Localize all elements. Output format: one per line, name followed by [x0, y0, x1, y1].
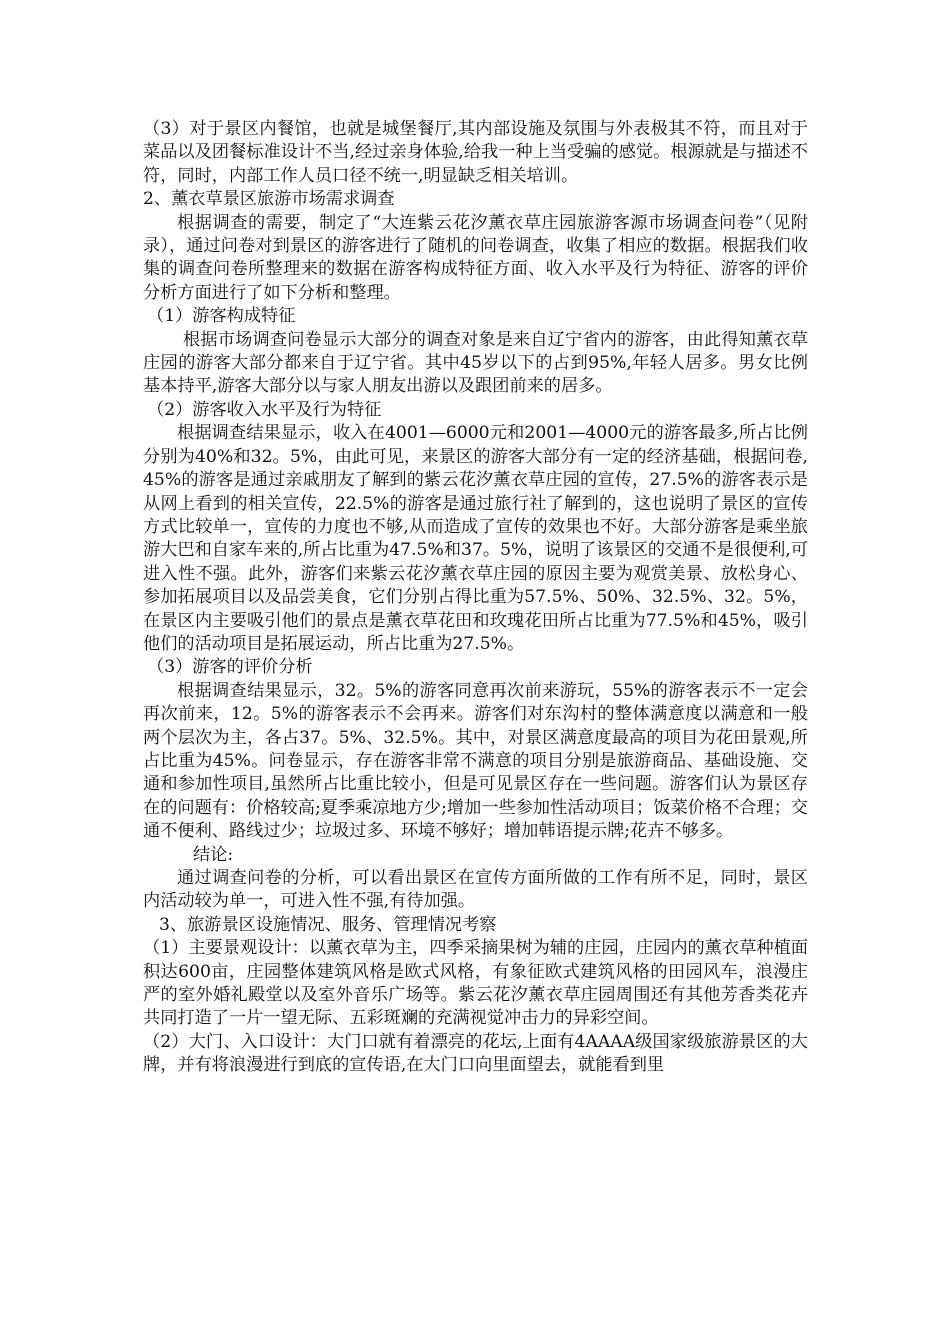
- paragraph-entrance-design: （2）大门、入口设计：大门口就有着漂亮的花坛,上面有4AAAA级国家级旅游景区的大牌，并有将浪漫进行到底的宣传语,在大门口向里面望去，就能看到里: [143, 1031, 808, 1076]
- paragraph-income-behavior: 根据调查结果显示，收入在4001—6000元和2001—4000元的游客最多,所占比例分别为40%和32。5%，由此可见，来景区的游客大部分有一定的经济基础，根据问卷,45%的游客是通过亲戚朋友了解到的紫云花汐薰衣草庄园的宣传，27.5%的游客表示是从网上看到的相关宣传，22.5%的游客是通过旅行社了解到的，这也说明了景区的宣传方式比较单一，宣传的力度也不够,从而造成了宣传的效果也不好。大部分游客是乘坐旅游大巴和自家车来的,所占比重为47.5%和37。5%，说明了该景区的交通不是很便利,可进入性不强。此外，游客们来紫云花汐薰衣草庄园的原因主要为观赏美景、放松身心、参加拓展项目以及品尝美食，它们分别占得比重为57.5%、50%、32.5%、32。5%，在景区内主要吸引他们的景点是薰衣草花田和玫瑰花田所占比重为77.5%和45%，吸引他们的活动项目是拓展运动，所占比重为27.5%。: [143, 423, 808, 654]
- heading-market-survey: 2、薰衣草景区旅游市场需求调查: [143, 189, 395, 210]
- subheading-evaluation: （3）游客的评价分析: [147, 657, 313, 678]
- heading-facilities: 3、旅游景区设施情况、服务、管理情况考察: [159, 914, 497, 935]
- paragraph-landscape-design: （1）主要景观设计：以薰衣草为主，四季采摘果树为辅的庄园，庄园内的薰衣草种植面积达600亩，庄园整体建筑风格是欧式风格，有象征欧式建筑风格的田园风车，浪漫庄严的室外婚礼殿堂以及室外音乐广场等。紫云花汐薰衣草庄园周围还有其他芳香类花卉共同打造了一片一望无际、五彩斑斓的充满视觉冲击力的异彩空间。: [143, 938, 808, 1029]
- conclusion-label: 结论:: [193, 844, 234, 865]
- document-page: [143, 118, 808, 1078]
- paragraph-visitor-composition: 根据市场调查问卷显示大部分的调查对象是来自辽宁省内的游客，由此得知薰衣草庄园的游客大部分都来自于辽宁省。其中45岁以下的占到95%,年轻人居多。男女比例基本持平,游客大部分以与家人朋友出游以及跟团前来的居多。: [143, 329, 808, 397]
- paragraph-restaurant-issue: （3）对于景区内餐馆，也就是城堡餐厅,其内部设施及氛围与外表极其不符，而且对于菜品以及团餐标准设计不当,经过亲身体验,给我一种上当受骗的感觉。根源就是与描述不符，同时，内部工作人员口径不统一,明显缺乏相关培训。: [143, 119, 808, 186]
- paragraph-evaluation: 根据调查结果显示，32。5%的游客同意再次前来游玩，55%的游客表示不一定会再次前来，12。5%的游客表示不会再来。游客们对东沟村的整体满意度以满意和一般两个层次为主，各占37。5%、32.5%。其中，对景区满意度最高的项目为花田景观,所占比重为45%。问卷显示，存在游客非常不满意的项目分别是旅游商品、基础设施、交通和参加性项目,虽然所占比重比较小，但是可见景区存在一些问题。游客们认为景区存在的问题有：价格较高;夏季乘凉地方少;增加一些参加性活动项目；饭菜价格不合理；交通不便利、路线过少；垃圾过多、环境不够好；增加韩语提示牌;花卉不够多。: [143, 680, 808, 842]
- paragraph-conclusion: 通过调查问卷的分析，可以看出景区在宣传方面所做的工作有所不足，同时，景区内活动较为单一，可进入性不强,有待加强。: [143, 868, 808, 912]
- subheading-income-behavior: （2）游客收入水平及行为特征: [147, 399, 382, 420]
- paragraph-survey-intro: 根据调查的需要，制定了“大连紫云花汐薰衣草庄园旅游客源市场调查问卷”（见附录），通过问卷对到景区的游客进行了随机的问卷调查，收集了相应的数据。根据我们收集的调查问卷所整理来的数据在游客构成特征方面、收入水平及行为特征、游客的评价分析方面进行了如下分析和整理。: [143, 212, 808, 303]
- subheading-visitor-composition: （1）游客构成特征: [147, 306, 296, 327]
